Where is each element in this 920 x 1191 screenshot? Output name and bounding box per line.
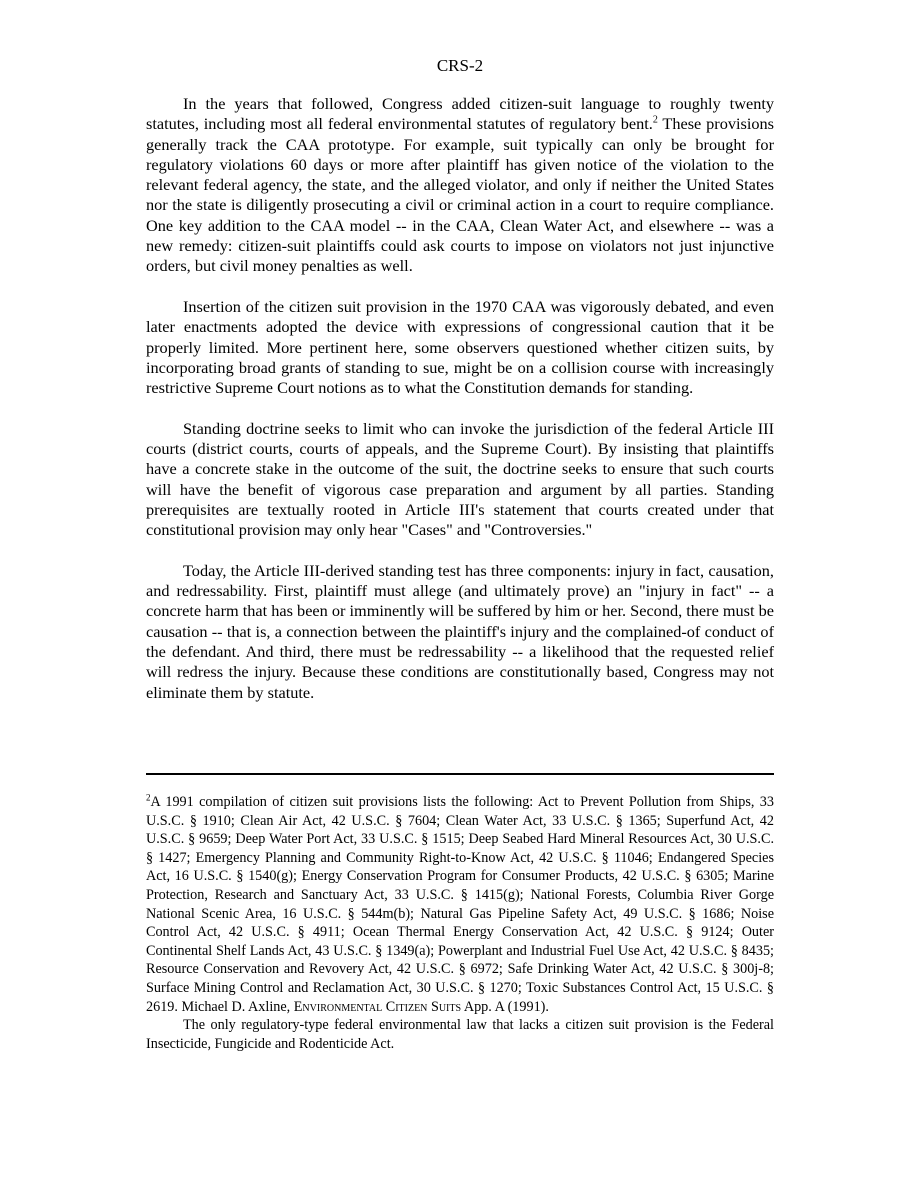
footnote-mark: 2 xyxy=(146,792,151,803)
footnote-section xyxy=(146,793,774,1053)
footnote-divider xyxy=(146,773,774,775)
footnote-2-citation-end: App. A (1991). xyxy=(461,998,549,1015)
footnote-2-continuation: The only regulatory-type federal environmental law that lacks a citizen suit provision is the Federal Insecticide, Fungicide and Rodenticide Act. xyxy=(146,1017,774,1052)
paragraph-2: Insertion of the citizen suit provision in the 1970 CAA was vigorously debated, and even later enactments adopted the device with expressions of congressional caution that it be properly limited. More pertinent here, some observers questioned whether citizen suits, by incorporating broad grants of standing to sue, might be on a collision course with increasingly restrictive Supreme Court notions as to what the Constitution demands for standing. xyxy=(146,296,774,398)
page-header: CRS-2 xyxy=(436,56,484,75)
footnote-2-text: A 1991 compilation of citizen suit provisions lists the following: Act to Prevent Pollution from Ships, 33 U.S.C. § 1910; Clean Air Act, 42 U.S.C. § 7604; Clean Water Act, 33 U.S.C. § 1365; Superfund Act, 42 U.S.C. § 9659; Deep Water Port Act, 33 U.S.C. § 1515; Deep Seabed Hard Mineral Resources Act, 30 U.S.C. § 1427; Emergency Planning and Community Right-to-Know Act, 42 U.S.C. § 11046; Endangered Species Act, 16 U.S.C. § 1540(g); Energy Conservation Program for Consumer Products, 42 U.S.C. § 6305; Marine Protection, Research and Sanctuary Act, 33 U.S.C. § 1415(g); National Forests, Columbia River Gorge National Scenic Area, 16 U.S.C. § 544m(b); Natural Gas Pipeline Safety Act, 49 U.S.C. § 1686; Noise Control Act, 42 U.S.C. § 4911; Ocean Thermal Energy Conservation Act, 42 U.S.C. § 9124; Outer Continental Shelf Lands Act, 43 U.S.C. § 1349(a); Powerplant and Industrial Fuel Use Act, 42 U.S.C. § 8435; Resource Conservation and Revovery Act, 42 U.S.C. § 6972; Safe Drinking Water Act, 42 U.S.C. § 300j-8; Surface Mining Control and Reclamation Act, 30 U.S.C. § 1270; Toxic Substances Control Act, 15 U.S.C. § 2619. Michael D. Axline, xyxy=(146,794,774,1015)
paragraph-3: Standing doctrine seeks to limit who can invoke the jurisdiction of the federal Article III courts (district courts, courts of appeals, and the Supreme Court). By insisting that plaintiffs have a concrete stake in the outcome of the suit, the doctrine seeks to ensure that such courts will have the benefit of vigorous case preparation and argument by all parties. Standing prerequisites are textually rooted in Article III's statement that courts created under that constitutional provision may only hear "Cases" and "Controversies." xyxy=(146,418,774,540)
footnote-2 xyxy=(146,793,774,1016)
footnote-reference: 2 xyxy=(652,114,658,126)
paragraph-1-text-start: In the years that followed, Congress added citizen-suit language to roughly twenty statutes, including most all federal environmental statutes of regulatory bent. xyxy=(146,94,774,134)
footnote-book-title: Environmental Citizen Suits xyxy=(293,998,462,1015)
paragraph-1-text-end: These provisions generally track the CAA prototype. For example, suit typically can only be brought for regulatory violations 60 days or more after plaintiff has given notice of the violation to the relevant federal agency, the state, and the alleged violator, and only if neither the United States nor the state is diligently prosecuting a civil or criminal action in a court to require compliance. One key addition to the CAA model -- in the CAA, Clean Water Act, and elsewhere -- was a new remedy: citizen-suit plaintiffs could ask courts to impose on violators not just injunctive orders, but civil money penalties as well. xyxy=(146,114,774,276)
paragraph-1 xyxy=(146,94,774,277)
paragraph-4: Today, the Article III-derived standing test has three components: injury in fact, causation, and redressability. First, plaintiff must allege (and ultimately prove) an "injury in fact" -- a concrete harm that has been or imminently will be suffered by him or her. Second, there must be causation -- that is, a connection between the plaintiff's injury and the complained-of conduct of the defendant. And third, there must be redressability -- a likelihood that the requested relief will redress the injury. Because these conditions are constitutionally based, Congress may not eliminate them by statute. xyxy=(146,560,774,702)
body-text xyxy=(146,94,774,703)
